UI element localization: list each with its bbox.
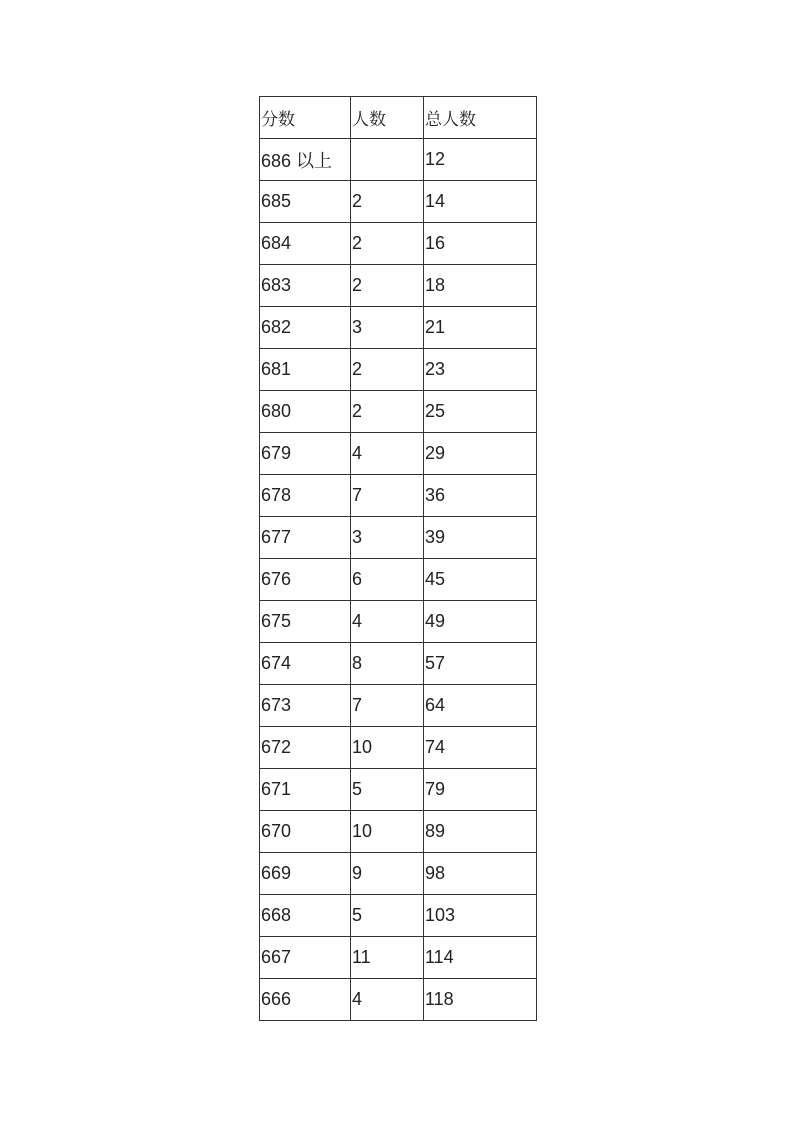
table-row — [260, 433, 537, 475]
count-cell: 4 — [351, 433, 424, 475]
table-row — [260, 517, 537, 559]
count-cell: 2 — [351, 181, 424, 223]
score-distribution-table — [259, 96, 537, 1021]
total-cell: 25 — [424, 391, 537, 433]
total-cell: 39 — [424, 517, 537, 559]
count-cell: 6 — [351, 559, 424, 601]
table-row — [260, 811, 537, 853]
count-cell: 11 — [351, 937, 424, 979]
count-cell: 9 — [351, 853, 424, 895]
score-cell: 685 — [260, 181, 351, 223]
count-cell: 3 — [351, 517, 424, 559]
total-cell: 45 — [424, 559, 537, 601]
total-cell: 114 — [424, 937, 537, 979]
count-cell: 7 — [351, 685, 424, 727]
header-total: 总人数 — [424, 97, 537, 139]
count-cell: 5 — [351, 769, 424, 811]
count-cell: 2 — [351, 265, 424, 307]
table-header — [260, 97, 537, 139]
count-cell: 8 — [351, 643, 424, 685]
table-row — [260, 895, 537, 937]
score-cell: 675 — [260, 601, 351, 643]
score-cell: 677 — [260, 517, 351, 559]
count-cell: 7 — [351, 475, 424, 517]
table-row — [260, 349, 537, 391]
score-cell: 673 — [260, 685, 351, 727]
table-row — [260, 559, 537, 601]
score-cell: 674 — [260, 643, 351, 685]
score-cell: 670 — [260, 811, 351, 853]
table-row — [260, 307, 537, 349]
score-cell: 669 — [260, 853, 351, 895]
table-row — [260, 265, 537, 307]
table-row — [260, 181, 537, 223]
score-cell: 667 — [260, 937, 351, 979]
table-row — [260, 937, 537, 979]
count-cell: 10 — [351, 811, 424, 853]
total-cell: 21 — [424, 307, 537, 349]
total-cell: 16 — [424, 223, 537, 265]
score-cell: 668 — [260, 895, 351, 937]
table-row — [260, 979, 537, 1021]
score-cell: 681 — [260, 349, 351, 391]
count-cell: 4 — [351, 601, 424, 643]
table-row — [260, 139, 537, 181]
count-cell: 2 — [351, 223, 424, 265]
score-cell: 682 — [260, 307, 351, 349]
header-count: 人数 — [351, 97, 424, 139]
table-row — [260, 475, 537, 517]
total-cell: 18 — [424, 265, 537, 307]
header-row — [260, 97, 537, 139]
score-cell: 676 — [260, 559, 351, 601]
count-cell: 10 — [351, 727, 424, 769]
table-row — [260, 391, 537, 433]
score-cell: 680 — [260, 391, 351, 433]
score-cell: 686 以上 — [260, 139, 351, 181]
total-cell: 12 — [424, 139, 537, 181]
count-cell: 2 — [351, 349, 424, 391]
score-cell: 671 — [260, 769, 351, 811]
count-cell: 3 — [351, 307, 424, 349]
count-cell: 4 — [351, 979, 424, 1021]
total-cell: 74 — [424, 727, 537, 769]
total-cell: 49 — [424, 601, 537, 643]
total-cell: 118 — [424, 979, 537, 1021]
score-cell: 684 — [260, 223, 351, 265]
table-row — [260, 769, 537, 811]
table-body — [260, 139, 537, 1021]
total-cell: 64 — [424, 685, 537, 727]
table-row — [260, 727, 537, 769]
total-cell: 23 — [424, 349, 537, 391]
table-row — [260, 685, 537, 727]
header-score: 分数 — [260, 97, 351, 139]
table-row — [260, 223, 537, 265]
score-cell: 683 — [260, 265, 351, 307]
count-cell — [351, 139, 424, 181]
total-cell: 98 — [424, 853, 537, 895]
count-cell: 5 — [351, 895, 424, 937]
score-cell: 679 — [260, 433, 351, 475]
total-cell: 57 — [424, 643, 537, 685]
score-cell: 666 — [260, 979, 351, 1021]
total-cell: 14 — [424, 181, 537, 223]
total-cell: 79 — [424, 769, 537, 811]
score-cell: 672 — [260, 727, 351, 769]
total-cell: 29 — [424, 433, 537, 475]
total-cell: 36 — [424, 475, 537, 517]
total-cell: 89 — [424, 811, 537, 853]
table-row — [260, 643, 537, 685]
score-cell: 678 — [260, 475, 351, 517]
table-row — [260, 601, 537, 643]
count-cell: 2 — [351, 391, 424, 433]
total-cell: 103 — [424, 895, 537, 937]
table-row — [260, 853, 537, 895]
